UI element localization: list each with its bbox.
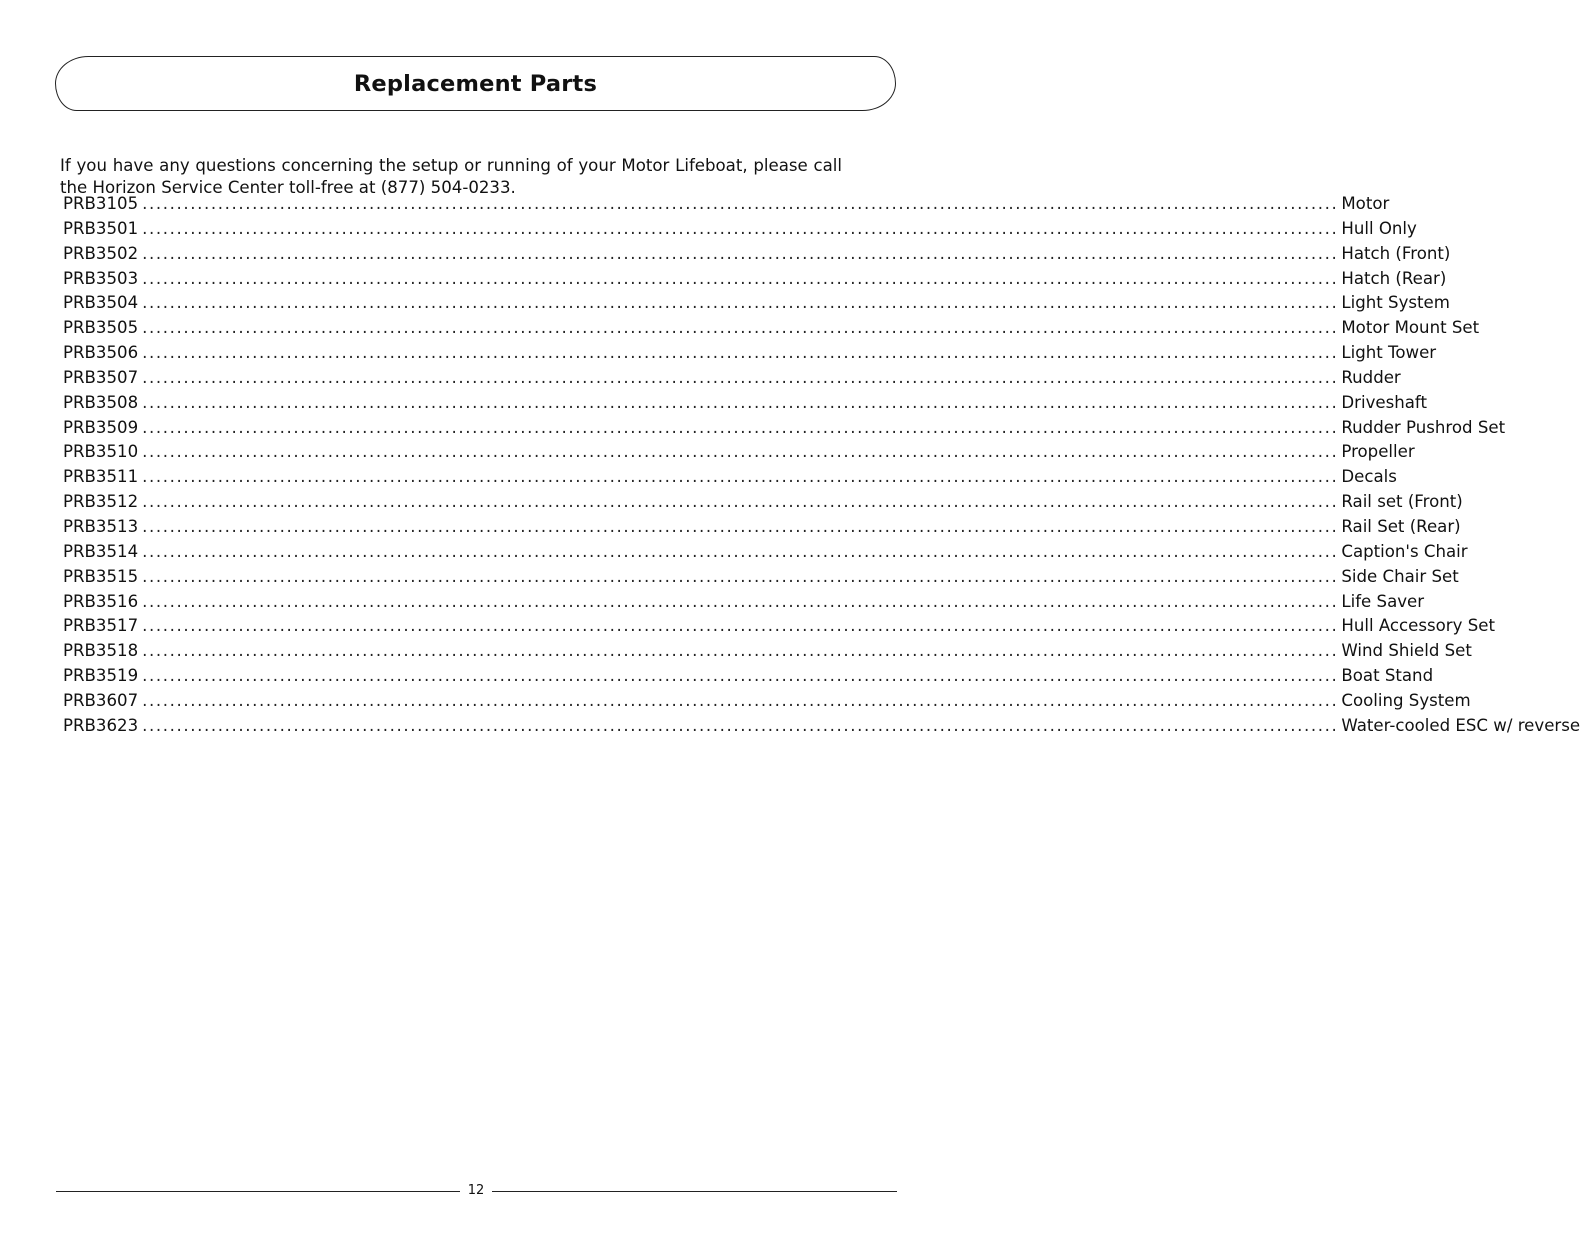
part-description: Cooling System — [1341, 690, 1471, 710]
dot-leader: .............................................................................................................................................................................. — [142, 268, 1339, 288]
parts-list — [63, 192, 1580, 739]
part-number: PRB3514 — [63, 541, 139, 561]
dot-leader: .............................................................................................................................................................................. — [142, 194, 1339, 213]
part-number: PRB3519 — [63, 666, 139, 686]
dot-leader: .............................................................................................................................................................................. — [142, 243, 1339, 263]
part-row — [63, 217, 1417, 242]
dot-leader: .............................................................................................................................................................................. — [142, 442, 1339, 462]
part-number: PRB3513 — [63, 516, 139, 536]
dot-leader: .............................................................................................................................................................................. — [142, 591, 1339, 611]
part-row — [63, 316, 1480, 341]
dot-leader: .............................................................................................................................................................................. — [142, 392, 1339, 412]
part-number: PRB3105 — [63, 194, 139, 213]
part-row — [63, 714, 1580, 739]
part-description: Hull Only — [1341, 218, 1417, 238]
dot-leader: .............................................................................................................................................................................. — [142, 367, 1339, 387]
part-number: PRB3505 — [63, 318, 139, 338]
part-description: Side Chair Set — [1341, 566, 1459, 586]
part-row — [63, 490, 1463, 515]
part-row — [63, 540, 1468, 565]
part-description: Propeller — [1341, 442, 1415, 462]
part-row — [63, 440, 1415, 465]
part-description: Water-cooled ESC w/ reverse — [1341, 715, 1580, 735]
part-description: Motor Mount Set — [1341, 318, 1480, 338]
part-row — [63, 416, 1506, 441]
dot-leader: .............................................................................................................................................................................. — [142, 218, 1339, 238]
part-number: PRB3511 — [63, 467, 139, 487]
page-number: 12 — [467, 1183, 485, 1198]
dot-leader: .............................................................................................................................................................................. — [142, 541, 1339, 561]
part-number: PRB3502 — [63, 243, 139, 263]
part-description: Light System — [1341, 293, 1450, 313]
part-description: Rudder Pushrod Set — [1341, 417, 1506, 437]
dot-leader: .............................................................................................................................................................................. — [142, 467, 1339, 487]
part-row — [63, 689, 1471, 714]
part-description: Hatch (Rear) — [1341, 268, 1447, 288]
part-row — [63, 242, 1451, 267]
part-description: Wind Shield Set — [1341, 641, 1472, 661]
part-row — [63, 465, 1397, 490]
part-row — [63, 639, 1472, 664]
part-number: PRB3507 — [63, 367, 139, 387]
part-description: Rail set (Front) — [1341, 492, 1463, 512]
dot-leader: .............................................................................................................................................................................. — [142, 566, 1339, 586]
part-number: PRB3518 — [63, 641, 139, 661]
part-row — [63, 366, 1401, 391]
part-row — [63, 341, 1437, 366]
intro-paragraph: If you have any questions concerning the setup or running of your Motor Lifeboat, please call the Horizon Service Center toll-free at (877) 504-0233. — [60, 155, 842, 197]
part-number: PRB3503 — [63, 268, 139, 288]
part-row — [63, 565, 1459, 590]
part-description: Rudder — [1341, 367, 1401, 387]
dot-leader: .............................................................................................................................................................................. — [142, 715, 1339, 735]
dot-leader: .............................................................................................................................................................................. — [142, 666, 1339, 686]
part-description: Boat Stand — [1341, 666, 1434, 686]
part-row — [63, 515, 1461, 540]
part-row — [63, 614, 1495, 639]
footer-rule-left — [56, 1191, 460, 1192]
dot-leader: .............................................................................................................................................................................. — [142, 417, 1339, 437]
part-number: PRB3501 — [63, 218, 139, 238]
part-row — [63, 664, 1434, 689]
part-description: Hatch (Front) — [1341, 243, 1451, 263]
part-number: PRB3515 — [63, 566, 139, 586]
part-description: Life Saver — [1341, 591, 1425, 611]
part-number: PRB3510 — [63, 442, 139, 462]
part-description: Hull Accessory Set — [1341, 616, 1495, 636]
dot-leader: .............................................................................................................................................................................. — [142, 616, 1339, 636]
part-description: Driveshaft — [1341, 392, 1427, 412]
footer-rule-right — [492, 1191, 897, 1192]
part-row — [63, 391, 1427, 416]
part-number: PRB3506 — [63, 343, 139, 363]
part-number: PRB3508 — [63, 392, 139, 412]
dot-leader: .............................................................................................................................................................................. — [142, 293, 1339, 313]
part-number: PRB3516 — [63, 591, 139, 611]
dot-leader: .............................................................................................................................................................................. — [142, 492, 1339, 512]
part-number: PRB3512 — [63, 492, 139, 512]
part-number: PRB3607 — [63, 690, 139, 710]
part-number: PRB3504 — [63, 293, 139, 313]
part-row — [63, 590, 1425, 615]
part-row — [63, 267, 1447, 292]
part-description: Rail Set (Rear) — [1341, 516, 1461, 536]
dot-leader: .............................................................................................................................................................................. — [142, 318, 1339, 338]
dot-leader: .............................................................................................................................................................................. — [142, 641, 1339, 661]
part-number: PRB3623 — [63, 715, 139, 735]
part-number: PRB3509 — [63, 417, 139, 437]
dot-leader: .............................................................................................................................................................................. — [142, 690, 1339, 710]
part-description: Caption's Chair — [1341, 541, 1468, 561]
part-row — [63, 291, 1450, 316]
part-number: PRB3517 — [63, 616, 139, 636]
part-row — [63, 192, 1390, 217]
part-description: Decals — [1341, 467, 1397, 487]
dot-leader: .............................................................................................................................................................................. — [142, 516, 1339, 536]
page-title: Replacement Parts — [353, 70, 598, 97]
title-banner — [55, 56, 896, 111]
part-description: Light Tower — [1341, 343, 1437, 363]
dot-leader: .............................................................................................................................................................................. — [142, 343, 1339, 363]
part-description: Motor — [1341, 194, 1390, 213]
